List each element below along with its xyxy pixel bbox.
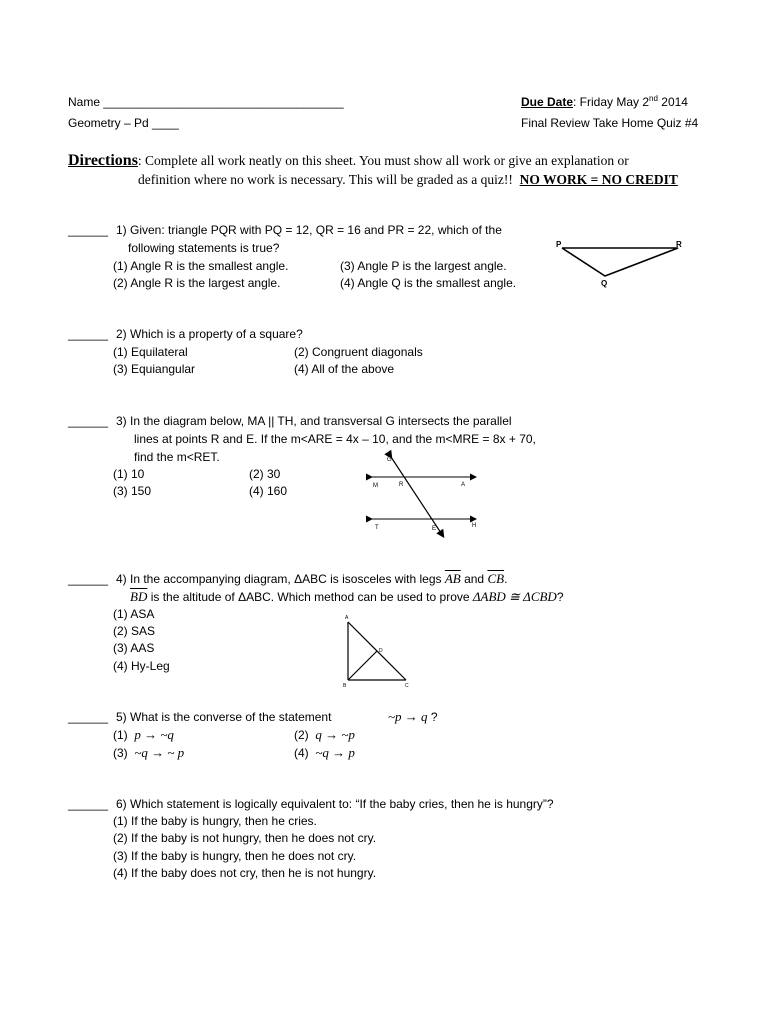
q4-choice-1: (1) ASA	[113, 607, 155, 621]
q5-choice-3-num: (3)	[113, 746, 128, 760]
q1-choice-2: (2) Angle R is the largest angle.	[113, 276, 281, 290]
q5-statement	[388, 710, 438, 724]
class-line	[68, 116, 179, 130]
q5-choice-2-expr: q → ~p	[315, 727, 355, 742]
q4-segment-bd: $\overline{BD}$	[130, 589, 148, 604]
q6-answer-blank: ______	[68, 797, 109, 811]
class-blank: ____	[152, 116, 179, 130]
q4-and: and	[464, 572, 485, 586]
directions-line-2	[138, 172, 678, 187]
q6-stem: 6) Which statement is logically equivalent to: “If the baby cries, then he is hungry”?	[116, 797, 554, 811]
q2-choice-2: (2) Congruent diagonals	[294, 345, 423, 359]
name-label: Name	[68, 95, 101, 109]
q6-choice-1: (1) If the baby is hungry, then he cries.	[113, 814, 317, 828]
class-label: Geometry – Pd	[68, 116, 149, 130]
quiz-title: Final Review Take Home Quiz #4	[521, 116, 699, 130]
directions-text-2: definition where no work is necessary. This will be graded as a quiz!!	[138, 172, 513, 187]
directions-line-1	[68, 152, 629, 169]
q2-choice-4: (4) All of the above	[294, 362, 395, 376]
q3-choice-2: (2) 30	[249, 467, 281, 481]
q1-label-q: Q	[601, 279, 608, 288]
q3-choice-1: (1) 10	[113, 467, 145, 481]
q5-choice-4-num: (4)	[294, 746, 309, 760]
q4-segment-ab: $\overline{AB}$	[444, 571, 461, 586]
q2-choice-1: (1) Equilateral	[113, 345, 188, 359]
q4-stem-2-text: is the altitude of ΔABC. Which method can be used to prove	[150, 590, 470, 604]
q4-triangle-figure	[340, 612, 420, 690]
q3-label-m: M	[373, 483, 378, 489]
q3-answer-blank: ______	[68, 414, 109, 428]
q2-stem: 2) Which is a property of a square?	[116, 327, 303, 341]
q3-stem-2: lines at points R and E. If the m<ARE = 4x – 10, and the m<MRE = 8x + 70,	[134, 432, 536, 446]
directions-label: Directions	[68, 152, 138, 169]
due-date	[521, 95, 688, 109]
q1-choice-1: (1) Angle R is the smallest angle.	[113, 259, 289, 273]
directions-emphasis: NO WORK = NO CREDIT	[519, 172, 678, 187]
q5-choice-1-num: (1)	[113, 728, 128, 742]
q3-label-t: T	[375, 525, 379, 531]
q1-choice-3: (3) Angle P is the largest angle.	[340, 259, 507, 273]
name-line	[68, 95, 344, 109]
q5-choice-4-expr: ~q → p	[315, 745, 355, 760]
name-blank: ____________________________________	[103, 95, 344, 109]
q5-qmark: ?	[430, 710, 438, 724]
q5-choice-4	[294, 746, 355, 760]
q4-label-a: A	[345, 615, 349, 621]
q4-choice-3: (3) AAS	[113, 641, 155, 655]
q4-segment-cb: $\overline{CB}$	[487, 571, 505, 586]
q5-stem: 5) What is the converse of the statement	[116, 710, 332, 724]
q5-answer-blank: ______	[68, 710, 109, 724]
q4-stem-1-text: 4) In the accompanying diagram, ΔABC is isosceles with legs	[116, 572, 442, 586]
q3-label-e: E	[432, 526, 437, 532]
q3-label-a: A	[461, 482, 466, 488]
q3-stem-1: 3) In the diagram below, MA || TH, and transversal G intersects the parallel	[116, 414, 512, 428]
q4-choice-4: (4) Hy-Leg	[113, 659, 170, 673]
q4-label-c: C	[405, 683, 409, 689]
q3-stem-3: find the m<RET.	[134, 450, 220, 464]
due-year: 2014	[657, 95, 688, 109]
q4-choice-2: (2) SAS	[113, 624, 156, 638]
q4-stem-1	[116, 572, 507, 586]
q2-answer-blank: ______	[68, 327, 109, 341]
q3-choice-3: (3) 150	[113, 484, 152, 498]
q5-choice-3-expr: ~q → ~ p	[134, 745, 185, 760]
q4-period: .	[504, 572, 508, 586]
q6-choice-3: (3) If the baby is hungry, then he does not cry.	[113, 849, 357, 863]
q6-choice-2: (2) If the baby is not hungry, then he does not cry.	[113, 831, 377, 845]
due-label: Due Date	[521, 95, 574, 109]
q5-choice-3	[113, 746, 184, 760]
directions-text-1: : Complete all work neatly on this sheet. You must show all work or give an explanation or	[137, 153, 629, 168]
due-text: : Friday May 2	[573, 95, 650, 109]
q1-choice-4: (4) Angle Q is the smallest angle.	[340, 276, 517, 290]
q3-label-g: G	[387, 457, 392, 463]
q1-label-p: P	[556, 240, 562, 249]
q3-label-r: R	[399, 482, 404, 488]
q5-choice-1-expr: p → ~q	[134, 727, 174, 742]
due-sup: nd	[649, 94, 658, 103]
q5-choice-2-num: (2)	[294, 728, 309, 742]
q1-stem-2: following statements is true?	[128, 241, 280, 255]
q2-choice-3: (3) Equiangular	[113, 362, 196, 376]
q4-congruence: ΔABD ≅ ΔCBD	[472, 589, 557, 604]
q1-triangle-figure	[550, 238, 690, 292]
q1-stem-1: 1) Given: triangle PQR with PQ = 12, QR = 16 and PR = 22, which of the	[116, 223, 502, 237]
q5-statement-expr: ~p → q	[388, 709, 428, 724]
q4-stem-2	[130, 590, 564, 604]
q1-label-r: R	[676, 240, 682, 249]
q3-label-h: H	[472, 523, 477, 529]
q4-answer-blank: ______	[68, 572, 109, 586]
q4-label-d: D	[379, 648, 383, 654]
q5-choice-2	[294, 728, 355, 742]
q4-label-b: B	[343, 683, 347, 689]
q6-choice-4: (4) If the baby does not cry, then he is not hungry.	[113, 866, 377, 880]
q4-qmark: ?	[556, 590, 564, 604]
q5-choice-1	[113, 728, 174, 742]
q3-choice-4: (4) 160	[249, 484, 288, 498]
q3-parallel-lines-figure	[365, 452, 485, 536]
q1-answer-blank: ______	[68, 223, 109, 237]
